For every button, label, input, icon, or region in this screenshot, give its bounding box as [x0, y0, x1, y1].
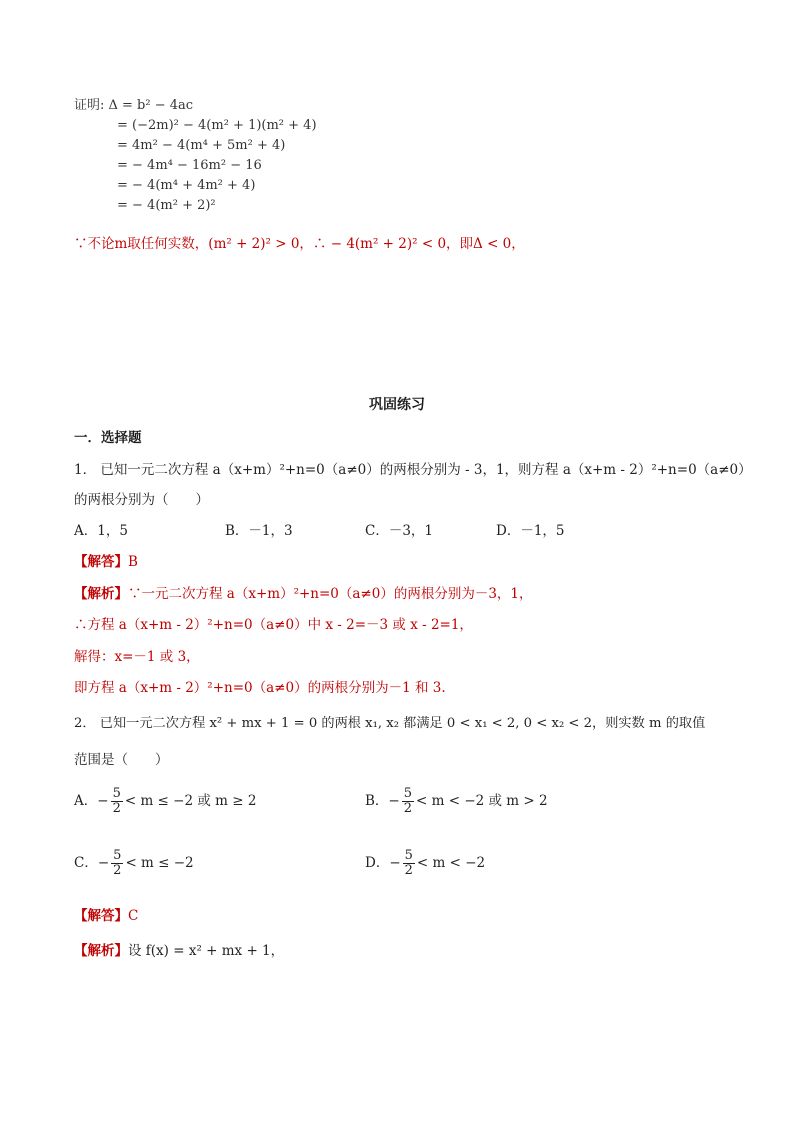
- q2-analysis-label: 【解析】: [74, 943, 128, 959]
- q2-option-a: A．− $\frac{5}{2}$ < m ≤ −2 或 m ≥ 2: [74, 786, 257, 816]
- fraction: $\frac{5}{2}$: [404, 848, 413, 878]
- proof-line-6: = − 4(m² + 2)²: [117, 198, 216, 213]
- q1-option-b: B．－1，3: [225, 523, 293, 539]
- q2-analysis-1: 【解析】设 f(x) = x² + mx + 1，: [74, 943, 285, 959]
- q2-answer-label: 【解答】: [74, 908, 128, 924]
- q1-analysis-3: 解得：x=－1 或 3，: [74, 649, 200, 665]
- fraction: $\frac{5}{2}$: [403, 786, 413, 816]
- proof-line-2: = (−2m)² − 4(m² + 1)(m² + 4): [117, 118, 317, 133]
- q2-option-b: B．− $\frac{5}{2}$ < m < −2 或 m > 2: [365, 786, 548, 816]
- q1-option-d: D．－1，5: [496, 523, 565, 539]
- q1-option-a: A．1，5: [74, 523, 128, 539]
- q1-analysis-1: 【解析】∵一元二次方程 a（x+m）²+n=0（a≠0）的两根分别为－3，1，: [74, 586, 533, 602]
- proof-line-5: = − 4(m⁴ + 4m² + 4): [117, 178, 256, 193]
- q1-answer-label: 【解答】: [74, 554, 128, 570]
- proof-line-1: 证明: Δ = b² − 4ac: [74, 98, 194, 113]
- q2-stem-line-2: 范围是（ ）: [74, 752, 169, 768]
- q1-option-c: C．－3，1: [365, 523, 434, 539]
- proof-conclusion: ∵不论m取任何实数，(m² + 2)² > 0，∴ − 4(m² + 2)² < 0，即Δ < 0，: [74, 236, 525, 252]
- q1-answer-value: B: [128, 554, 138, 570]
- q2-stem-line-1: 2． 已知一元二次方程 x² + mx + 1 = 0 的两根 x₁, x₂ 都满足 0 < x₁ < 2, 0 < x₂ < 2，则实数 m 的取值: [74, 716, 706, 731]
- q1-answer: [74, 550, 138, 570]
- fraction: $\frac{5}{2}$: [113, 848, 122, 878]
- q2-option-d: D．− $\frac{5}{2}$ < m < −2: [365, 848, 486, 878]
- fraction: $\frac{5}{2}$: [112, 786, 121, 816]
- q2-answer-value: C: [128, 908, 139, 924]
- proof-line-3: = 4m² − 4(m⁴ + 5m² + 4): [117, 138, 286, 153]
- q1-analysis-2: ∴方程 a（x+m - 2）²+n=0（a≠0）中 x - 2=－3 或 x - 2=1，: [74, 617, 473, 633]
- q1-analysis-label: 【解析】: [74, 586, 128, 602]
- q2-option-c: C．− $\frac{5}{2}$ < m ≤ −2: [74, 848, 194, 878]
- q2-answer: [74, 904, 138, 924]
- q1-analysis-4: 即方程 a（x+m - 2）²+n=0（a≠0）的两根分别为－1 和 3.: [74, 680, 446, 696]
- section-title: 巩固练习: [369, 397, 425, 413]
- part-heading: 一．选择题: [74, 430, 142, 446]
- q1-stem-line-2: 的两根分别为（ ）: [74, 492, 209, 508]
- proof-line-4: = − 4m⁴ − 16m² − 16: [117, 158, 262, 173]
- q1-stem-line-1: 1． 已知一元二次方程 a（x+m）²+n=0（a≠0）的两根分别为 - 3，1，则方程 a（x+m - 2）²+n=0（a≠0）: [74, 462, 752, 478]
